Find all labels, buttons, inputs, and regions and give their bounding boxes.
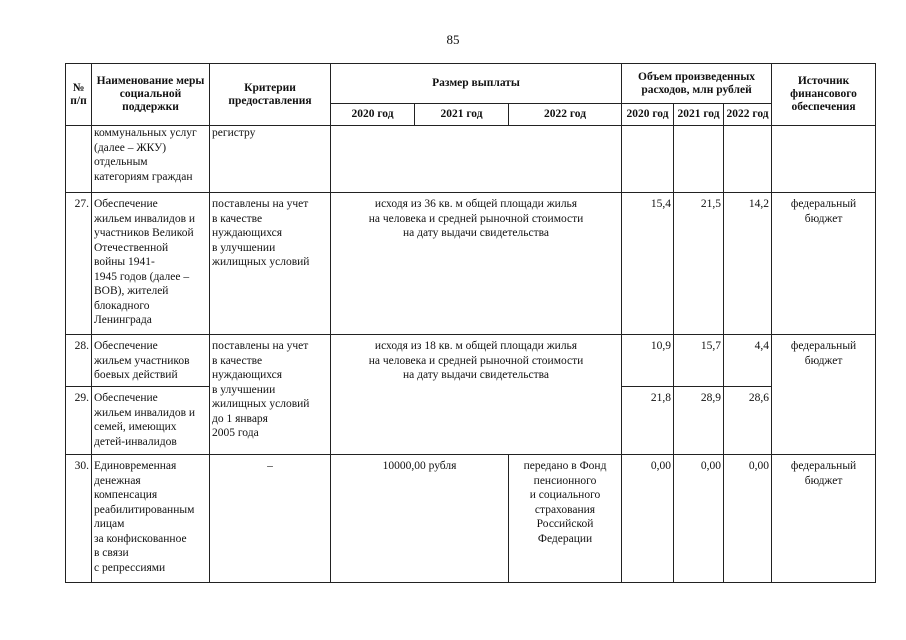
header-exp-year-2022: 2022 год: [724, 104, 772, 126]
row-cont-e2021: [674, 126, 724, 193]
row-cont-payment: [331, 126, 622, 193]
header-criteria: Критерии предоставления: [210, 64, 331, 126]
header-payment: Размер выплаты: [331, 64, 622, 104]
row-cont-source: [772, 126, 876, 193]
header-num: № п/п: [66, 64, 92, 126]
row-29-e2022: 28,6: [724, 387, 772, 455]
row-29-e2021: 28,9: [674, 387, 724, 455]
row-27-num: 27.: [66, 193, 92, 335]
row-cont-e2020: [622, 126, 674, 193]
row-30-e2020: 0,00: [622, 455, 674, 583]
row-cont-criteria: регистру: [210, 126, 331, 193]
row-27-e2020: 15,4: [622, 193, 674, 335]
row-30-e2021: 0,00: [674, 455, 724, 583]
row-27-e2022: 14,2: [724, 193, 772, 335]
row-28-e2020: 10,9: [622, 335, 674, 387]
row-28-e2022: 4,4: [724, 335, 772, 387]
row-29-name: Обеспечение жильем инвалидов и семей, имеющих детей-инвалидов: [92, 387, 210, 455]
row-27-e2021: 21,5: [674, 193, 724, 335]
row-28-e2021: 15,7: [674, 335, 724, 387]
row-30-e2022: 0,00: [724, 455, 772, 583]
row-30-criteria: –: [210, 455, 331, 583]
row-cont-num: [66, 126, 92, 193]
header-source: Источник финансового обеспечения: [772, 64, 876, 126]
row-27-payment: исходя из 36 кв. м общей площади жилья на человека и средней рыночной стоимости на дату выдачи свидетельства: [331, 193, 622, 335]
row-30-payment: 10000,00 рубля: [331, 455, 509, 583]
row-29-e2020: 21,8: [622, 387, 674, 455]
header-exp-year-2021: 2021 год: [674, 104, 724, 126]
row-27-name: Обеспечение жильем инвалидов и участников Великой Отечественной войны 1941- 1945 годов (далее – ВОВ), жителей блокадного Ленинграда: [92, 193, 210, 335]
social-support-table: [65, 63, 876, 583]
header-expenses: Объем произведенных расходов, млн рублей: [622, 64, 772, 104]
header-year-2022: 2022 год: [509, 104, 622, 126]
header-name: Наименование меры социальной поддержки: [92, 64, 210, 126]
page-number: 85: [446, 32, 460, 47]
header-year-2020: 2020 год: [331, 104, 415, 126]
row-27-criteria: поставлены на учет в качестве нуждающихся в улучшении жилищных условий: [210, 193, 331, 335]
row-27-source: федеральный бюджет: [772, 193, 876, 335]
header-year-2021: 2021 год: [415, 104, 509, 126]
row-29-num: 29.: [66, 387, 92, 455]
row-30-source: федеральный бюджет: [772, 455, 876, 583]
header-exp-year-2020: 2020 год: [622, 104, 674, 126]
row-cont-e2022: [724, 126, 772, 193]
row-28-29-payment: исходя из 18 кв. м общей площади жилья на человека и средней рыночной стоимости на дату выдачи свидетельства: [331, 335, 622, 455]
row-28-num: 28.: [66, 335, 92, 387]
row-28-29-criteria: поставлены на учет в качестве нуждающихся в улучшении жилищных условий до 1 января 2005 года: [210, 335, 331, 455]
row-28-29-source: федеральный бюджет: [772, 335, 876, 455]
row-30-num: 30.: [66, 455, 92, 583]
row-30-payment-note: передано в Фонд пенсионного и социального страхования Российской Федерации: [509, 455, 622, 583]
row-cont-name: коммунальных услуг (далее – ЖКУ) отдельным категориям граждан: [92, 126, 210, 193]
row-30-name: Единовременная денежная компенсация реабилитированным лицам за конфискованное в связи с репрессиями: [92, 455, 210, 583]
row-28-name: Обеспечение жильем участников боевых действий: [92, 335, 210, 387]
